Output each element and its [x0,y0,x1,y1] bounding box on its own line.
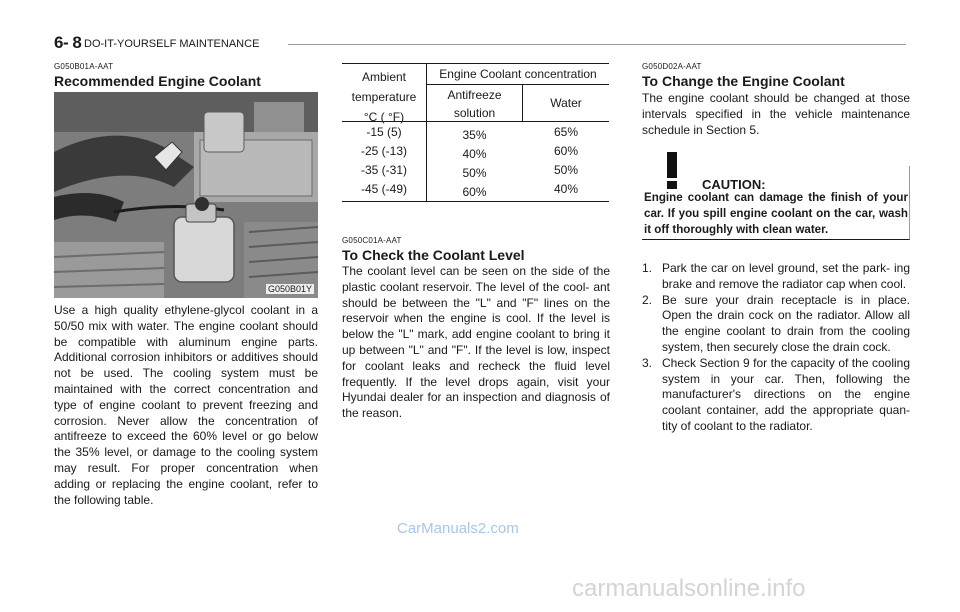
antifreeze-cell: 40% [462,147,487,161]
engine-bay-illustration [54,92,318,298]
header-line: Ambient [361,70,407,84]
header-line: Antifreeze [447,88,502,102]
temperature-cell: -35 (-31) [360,163,407,177]
water-cell: 65% [553,125,579,139]
list-item [642,293,910,356]
temperature-cell: -15 (5) [366,125,402,139]
section-heading: Recommended Engine Coolant [54,73,261,89]
temperature-cell: -45 (-49) [360,182,407,196]
engine-coolant-photo [54,92,318,298]
warning-icon [650,148,694,192]
header-rule [288,44,906,45]
antifreeze-cell: 60% [462,185,487,199]
table-row [342,182,609,202]
caution-title: CAUTION: [702,177,766,192]
antifreeze-cell: 50% [462,166,487,180]
check-level-paragraph: The coolant level can be seen on the side of the plastic coolant reservoir. The level of the cool- ant should be between the "L" and "F" lines on the reservoir when the engine is cool. If the level is below the "L" mark, add engine coolant to bring it up between "L" and "F". If the level is low, inspect for coolant leaks and recheck the fluid level frequently. If the level drops again, visit your Hyundai dealer for an inspection and diagnosis of the reason. [342,264,610,421]
step-text: Be sure your drain receptacle is in place. Open the drain cock on the radiator. Allow all the engine coolant to drain from the cooling system, then securely close the drain cock. [662,292,910,354]
header-line: solution [453,106,496,120]
list-item [642,261,910,293]
header-line: °C ( °F) [363,110,405,124]
antifreeze-cell: 35% [462,128,487,142]
section-code: G050C01A-AAT [342,236,402,245]
temperature-cell: -25 (-13) [360,144,407,158]
water-header: Water [550,96,582,110]
change-coolant-paragraph: The engine coolant should be changed at those intervals specified in the vehicle maintenance schedule in Section 5. [642,91,910,137]
ambient-temperature-header [342,67,426,127]
change-coolant-steps [642,261,910,435]
concentration-group-header: Engine Coolant concentration [439,67,597,81]
table-row [342,163,609,183]
table-row [342,144,609,164]
step-text: Park the car on level ground, set the park- ing brake and remove the radiator cap when cool. [662,261,910,291]
coolant-concentration-table [342,63,609,202]
section-code: G050B01A-AAT [54,62,114,71]
image-id-label: G050B01Y [267,284,312,294]
site-watermark: carmanualsonline.info [572,575,806,602]
section-code: G050D02A-AAT [642,62,702,71]
water-cell: 50% [553,163,579,177]
coolant-paragraph: Use a high quality ethylene-glycol coolant in a 50/50 mix with water. The engine coolant should be compatible with aluminum engine parts. Additional corrosion inhibitors or additives should not be used. The cooling system must be maintained with the correct concentration and type of engine coolant to prevent freezing and corrosion. Never allow the concentration of antifreeze to exceed the 60% level or go below the 35% level, or damage to the cooling system may result. For proper concentration when adding or replacing the engine coolant, refer to the following table. [54,303,318,507]
caution-text: Engine coolant can damage the finish of your car. If you spill engine coolant on the car, wash it off thoroughly with clean water. [644,191,908,236]
site-watermark: CarManuals2.com [397,520,519,537]
step-text: Check Section 9 for the capacity of the cooling system in your car. Then, following the manufacturer's directions on the engine coolant container, add the appropriate quan- tity of coolant to the radiator. [662,355,910,433]
water-cell: 60% [553,144,579,158]
antifreeze-header [427,86,522,122]
header-line: temperature [351,90,417,104]
section-heading: To Change the Engine Coolant [642,73,845,89]
section-title: DO-IT-YOURSELF MAINTENANCE [84,38,260,50]
step-number: 1. [642,261,653,275]
table-divider [426,84,609,85]
step-number: 2. [642,292,653,307]
list-item [642,356,910,435]
section-heading: To Check the Coolant Level [342,247,525,263]
step-number: 3. [642,355,653,370]
table-row [342,125,609,145]
page-number: 6- 8 [54,33,82,52]
water-cell: 40% [553,182,579,196]
